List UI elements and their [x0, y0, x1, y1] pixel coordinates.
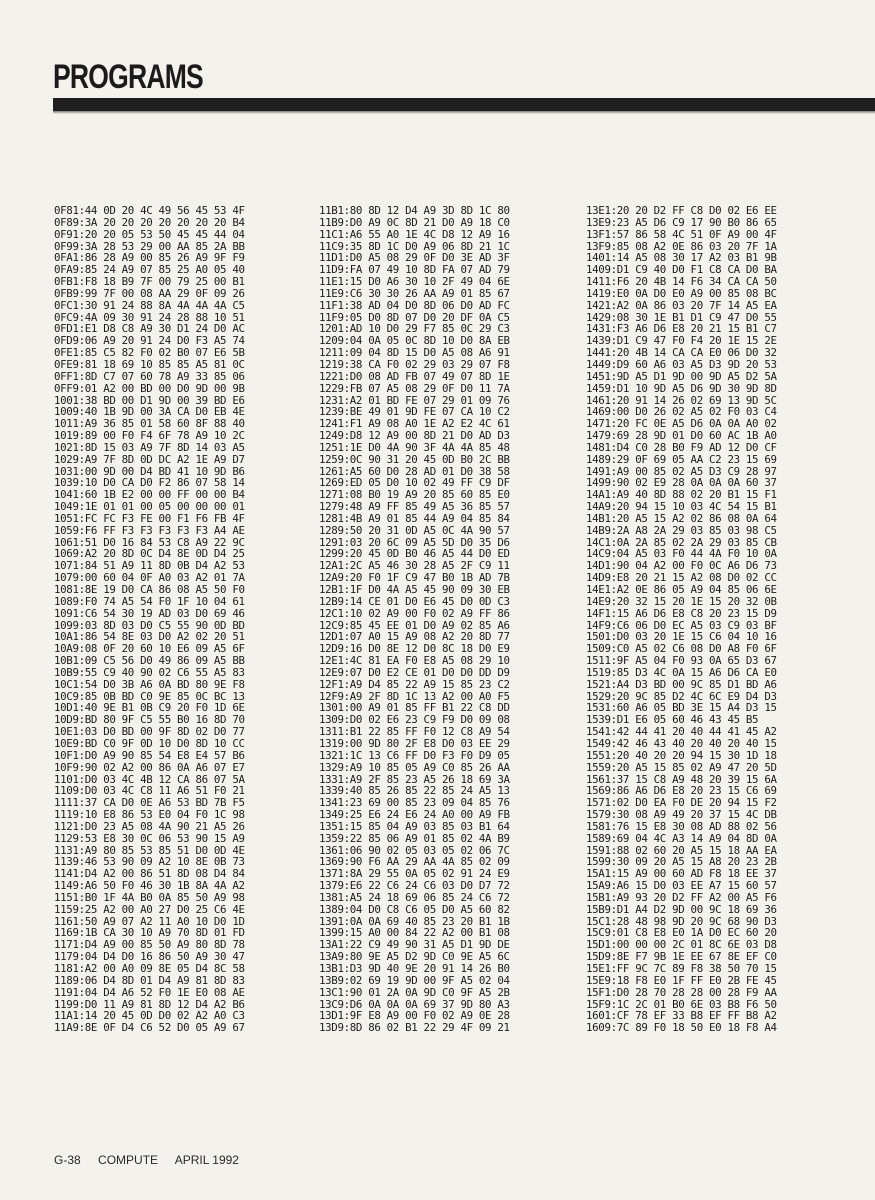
listing-line: 1239:BE 49 01 9D FE 07 CA 10 C2: [319, 405, 510, 419]
listing-line: 15A1:15 A9 00 60 AD F8 18 EE 37: [586, 867, 777, 881]
listing-line: 1501:D0 03 20 1E 15 C6 04 10 16: [586, 630, 777, 644]
listing-line: 1001:38 BD 00 D1 9D 00 39 BD E6: [54, 393, 245, 407]
listing-line: 1011:A9 36 85 01 58 60 8F 88 40: [54, 417, 245, 431]
listing-line: 0FA1:86 28 A9 00 85 26 A9 9F F9: [54, 251, 245, 265]
listing-line: 14D9:E8 20 21 15 A2 08 D0 02 CC: [586, 571, 777, 585]
listing-line: 1561:37 15 C8 A9 48 20 39 15 6A: [586, 772, 777, 786]
listing-line: 1281:4B A9 01 85 44 A9 04 85 84: [319, 511, 510, 525]
listing-line: 1559:20 A5 15 85 02 A9 47 20 5D: [586, 760, 777, 774]
listing-line: 1141:D4 A2 00 86 51 8D 08 D4 84: [54, 867, 245, 881]
publication-name: COMPUTE: [98, 1153, 159, 1167]
listing-line: 15D1:00 00 00 2C 01 8C 6E 03 D8: [586, 938, 777, 952]
listing-line: 1279:48 A9 FF 85 49 A5 36 85 57: [319, 500, 510, 514]
listing-line: 15E9:18 F8 E0 1F FF E0 2B FE 45: [586, 973, 777, 987]
listing-line: 1111:37 CA D0 0E A6 53 BD 7B F5: [54, 796, 245, 810]
listing-line: 0FD1:E1 D8 C8 A9 30 D1 24 D0 AC: [54, 322, 245, 336]
listing-line: 1199:D0 11 A9 81 8D 12 D4 A2 B6: [54, 997, 245, 1011]
listing-line: 1329:A9 10 85 05 A9 C0 85 26 AA: [319, 760, 510, 774]
listing-line: 1431:F3 A6 D6 E8 20 21 15 B1 C7: [586, 322, 777, 336]
listing-line: 1291:03 20 6C 09 A5 5D D0 35 D6: [319, 535, 510, 549]
listing-line: 1339:40 85 26 85 22 85 24 A5 13: [319, 784, 510, 798]
listing-line: 0FC9:4A 09 30 91 24 28 88 10 51: [54, 310, 245, 324]
listing-line: 1219:38 CA F0 02 29 03 29 07 F8: [319, 357, 510, 371]
listing-line: 1491:A9 00 85 02 A5 D3 C9 28 97: [586, 464, 777, 478]
listing-line: 1441:20 4B 14 CA CA E0 06 D0 32: [586, 346, 777, 360]
listing-line: 1461:20 91 14 26 02 69 13 9D 5C: [586, 393, 777, 407]
listing-line: 12A1:2C A5 46 30 28 A5 2F C9 11: [319, 559, 510, 573]
header-rule-shadow: [53, 111, 875, 114]
page-footer: [54, 1153, 253, 1167]
listing-line: 1509:C0 A5 02 C6 08 D0 A8 F0 6F: [586, 642, 777, 656]
listing-line: 1271:08 B0 19 A9 20 85 60 85 E0: [319, 488, 510, 502]
listing-line: 15D9:8E F7 9B 1E EE 67 8E EF C0: [586, 950, 777, 964]
listing-line: 1389:04 D0 C8 C6 05 D0 A5 60 82: [319, 902, 510, 916]
listing-line: 1231:A2 01 BD FE 07 29 01 09 76: [319, 393, 510, 407]
listing-line: 1079:00 60 04 0F A0 03 A2 01 7A: [54, 571, 245, 585]
listing-line: 11A1:14 20 45 0D D0 02 A2 A0 C3: [54, 1009, 245, 1023]
listing-line: 14E1:A2 0E 86 05 A9 04 85 06 6E: [586, 583, 777, 596]
listing-line: 13E1:20 20 D2 FF C8 D0 02 E6 EE: [586, 204, 777, 217]
listing-line: 1361:06 90 02 05 03 05 02 06 7C: [319, 843, 510, 857]
listing-line: 1189:06 D4 8D 01 D4 A9 81 8D 83: [54, 973, 245, 987]
listing-line: 1139:46 53 90 09 A2 10 8E 0B 73: [54, 855, 245, 869]
listing-line: 14B9:2A A8 2A 29 03 85 03 98 C5: [586, 523, 777, 537]
listing-line: 1489:29 0F 69 05 AA C2 23 15 69: [586, 452, 777, 466]
listing-line: 0FF9:01 A2 00 BD 00 D0 9D 00 9B: [54, 381, 245, 395]
listing-line: 0FF1:8D C7 07 60 78 A9 33 85 06: [54, 369, 245, 383]
listing-line: 13F1:57 86 58 4C 51 0F A9 00 4F: [586, 227, 777, 241]
listing-line: 1351:15 85 04 A9 03 85 03 B1 64: [319, 819, 510, 833]
listing-line: 14E9:20 32 15 20 1E 15 20 32 0B: [586, 594, 777, 608]
listing-line: 12C9:85 45 EE 01 D0 A9 02 85 A6: [319, 618, 510, 632]
listing-line: 1159:25 A2 00 A0 27 D0 25 C6 4E: [54, 902, 245, 916]
listing-line: 0F99:3A 28 53 29 00 AA 85 2A BB: [54, 239, 245, 253]
page-title: PROGRAMS: [53, 58, 203, 96]
listing-line: 1411:F6 20 4B 14 F6 34 CA CA 50: [586, 275, 777, 289]
listing-line: 1369:90 F6 AA 29 AA 4A 85 02 09: [319, 855, 510, 869]
listing-line: 10A1:86 54 8E 03 D0 A2 02 20 51: [54, 630, 245, 644]
listing-line: 13C9:D6 0A 0A 0A 69 37 9D 80 A3: [319, 997, 510, 1011]
listing-line: 1439:D1 C9 47 F0 F4 20 1E 15 2E: [586, 334, 777, 348]
listing-line: 11F9:05 D0 8D 07 D0 20 DF 0A C5: [319, 310, 510, 324]
listing-line: 1041:60 1B E2 00 00 FF 00 00 B4: [54, 488, 245, 502]
listing-line: 1071:84 51 A9 11 8D 0B D4 A2 53: [54, 559, 245, 573]
listing-line: 14C1:0A 2A 85 02 2A 29 03 85 CB: [586, 535, 777, 549]
listing-line: 1121:D0 23 A5 08 4A 90 21 A5 26: [54, 819, 245, 833]
listing-line: 1349:25 E6 24 E6 24 A0 00 A9 FB: [319, 808, 510, 822]
listing-line: 1591:88 02 60 20 A5 15 18 AA EA: [586, 843, 777, 857]
listing-line: 11B9:D0 A9 0C 8D 21 D0 A9 18 C0: [319, 215, 510, 229]
listing-line: 1201:AD 10 D0 29 F7 85 0C 29 C3: [319, 322, 510, 336]
listing-line: 1081:8E 19 D0 CA 86 08 A5 50 F0: [54, 583, 245, 596]
listing-line: 1251:1E D0 4A 90 3F 4A 4A 85 48: [319, 440, 510, 454]
listing-line: 1191:04 D4 A6 52 F0 1E E0 08 AE: [54, 985, 245, 999]
listing-line: 1521:A4 D3 BD 00 9C 85 D1 BD A6: [586, 677, 777, 691]
listing-line: 1221:D0 08 AD FB 07 49 07 8D 1E: [319, 369, 510, 383]
listing-line: 12D1:07 A0 15 A9 08 A2 20 8D 77: [319, 630, 510, 644]
listing-line: 0FE1:85 C5 82 F0 02 B0 07 E6 5B: [54, 346, 245, 360]
listing-line: 1529:20 9C 85 D2 4C 6C E9 D4 D3: [586, 689, 777, 703]
listing-line: 11D9:FA 07 49 10 8D FA 07 AD 79: [319, 263, 510, 277]
listing-line: 12A9:20 F0 1F C9 47 B0 1B AD 7B: [319, 571, 510, 585]
listing-line: 0F89:3A 20 20 20 20 20 20 20 B4: [54, 215, 245, 229]
listing-line: 1029:A9 7F 8D 0D DC A2 1E A9 D7: [54, 452, 245, 466]
listing-line: 0FB9:99 7F 00 08 AA 29 0F 09 26: [54, 286, 245, 300]
listing-line: 1449:D9 60 A6 03 A5 D3 9D 20 53: [586, 357, 777, 371]
listing-line: 15A9:A6 15 D0 03 EE A7 15 60 57: [586, 879, 777, 893]
listing-line: 1589:69 04 4C A3 14 A9 04 8D 0A: [586, 831, 777, 845]
listing-line: 10C1:54 D0 3B A6 0A BD 80 9E F8: [54, 677, 245, 691]
listing-column-1: [54, 205, 245, 1034]
listing-line: 1039:10 D0 CA D0 F2 86 07 58 14: [54, 476, 245, 490]
listing-line: 0FD9:06 A9 20 91 24 D0 F3 A5 74: [54, 334, 245, 348]
listing-column-2: [319, 205, 510, 1034]
listing-line: 1499:90 02 E9 28 0A 0A 0A 60 37: [586, 476, 777, 490]
listing-line: 1409:D1 C9 40 D0 F1 C8 CA D0 BA: [586, 263, 777, 277]
listing-line: 1381:A5 24 18 69 06 85 24 C6 72: [319, 890, 510, 904]
listing-line: 10D1:40 9E B1 0B C9 20 F0 1D 6E: [54, 701, 245, 715]
issue-date: APRIL 1992: [174, 1153, 239, 1167]
listing-line: 1099:03 8D 03 D0 C5 55 90 0D BD: [54, 618, 245, 632]
listing-line: 1581:76 15 E8 30 08 AD 88 02 56: [586, 819, 777, 833]
listing-line: 1151:B0 1F 4A B0 0A 85 50 A9 98: [54, 890, 245, 904]
listing-line: 1009:40 1B 9D 00 3A CA D0 EB 4E: [54, 405, 245, 419]
listing-line: 1091:C6 54 30 19 AD 03 D0 69 46: [54, 606, 245, 620]
listing-line: 15B9:D1 A4 D2 9D 00 9C 18 69 36: [586, 902, 777, 916]
listing-line: 1089:F0 74 A5 54 F0 1F 10 04 61: [54, 594, 245, 608]
listing-line: 1301:00 A9 01 85 FF B1 22 C8 DD: [319, 701, 510, 715]
listing-line: 1059:F6 FF F3 F3 F3 F3 F3 A4 AE: [54, 523, 245, 537]
listing-line: 14A9:20 94 15 10 03 4C 54 15 B1: [586, 500, 777, 514]
listing-line: 10C9:85 0B BD C0 9E 85 0C BC 13: [54, 689, 245, 703]
listing-line: 10B1:09 C5 56 D0 49 86 09 A5 BB: [54, 654, 245, 668]
listing-line: 1321:1C 13 C6 FF D0 F3 F0 D9 05: [319, 748, 510, 762]
listing-line: 13A9:80 9E A5 D2 9D C0 9E A5 6C: [319, 950, 510, 964]
listing-line: 1429:08 30 1E B1 D1 C9 47 D0 55: [586, 310, 777, 324]
listing-line: 1511:9F A5 04 F0 93 0A 65 D3 67: [586, 654, 777, 668]
listing-line: 1579:30 08 A9 49 20 37 15 4C DB: [586, 808, 777, 822]
listing-line: 11D1:D0 A5 08 29 0F D0 3E AD 3F: [319, 251, 510, 265]
listing-line: 1469:00 D0 26 02 A5 02 F0 03 C4: [586, 405, 777, 419]
listing-line: 1269:ED 05 D0 10 02 49 FF C9 DF: [319, 476, 510, 490]
listing-line: 14F1:15 A6 D6 E8 C8 20 23 15 D9: [586, 606, 777, 620]
listing-line: 1051:FC FC F3 FE 00 F1 F6 FB 4F: [54, 511, 245, 525]
listing-line: 0FE9:81 18 69 10 85 85 A5 81 0C: [54, 357, 245, 371]
listing-line: 1421:A2 0A 86 03 20 7F 14 A5 EA: [586, 298, 777, 312]
listing-line: 1391:0A 0A 69 40 85 23 20 B1 1B: [319, 914, 510, 928]
listing-line: 15C9:01 C8 E8 E0 1A D0 EC 60 20: [586, 926, 777, 940]
listing-line: 1229:FB 07 A5 08 29 0F D0 11 7A: [319, 381, 510, 395]
listing-line: 1341:23 69 00 85 23 09 04 85 76: [319, 796, 510, 810]
listing-line: 10E1:03 D0 BD 00 9F 8D 02 D0 77: [54, 725, 245, 739]
listing-line: 1549:42 46 43 40 20 40 20 40 15: [586, 736, 777, 750]
listing-line: 1399:15 A0 00 84 22 A2 00 B1 08: [319, 926, 510, 940]
listing-line: 1161:50 A9 07 A2 11 A0 10 D0 1D: [54, 914, 245, 928]
listing-line: 1261:A5 60 D0 28 AD 01 D0 38 58: [319, 464, 510, 478]
listing-line: 11F1:38 AD 04 D0 8D 06 D0 AD FC: [319, 298, 510, 312]
listing-line: 14A1:A9 40 8D 88 02 20 B1 15 F1: [586, 488, 777, 502]
listing-line: 12E1:4C 81 EA F0 E8 A5 08 29 10: [319, 654, 510, 668]
listing-line: 1601:CF 78 EF 33 B8 EF FF B8 A2: [586, 1009, 777, 1023]
listing-line: 1289:50 20 31 0D A5 0C 4A 90 57: [319, 523, 510, 537]
listing-line: 1179:04 D4 D0 16 86 50 A9 30 47: [54, 950, 245, 964]
listing-line: 1539:D1 E6 05 60 46 43 45 B5: [586, 713, 759, 727]
listing-line: 1019:89 00 F0 F4 6F 78 A9 10 2C: [54, 429, 245, 443]
listing-line: 14F9:C6 06 D0 EC A5 03 C9 03 BF: [586, 618, 777, 632]
listing-line: 1331:A9 2F 85 23 A5 26 18 69 3A: [319, 772, 510, 786]
listing-line: 12B9:14 CE 01 D0 E6 45 D0 0D C3: [319, 594, 510, 608]
listing-line: 1571:02 D0 EA F0 DE 20 94 15 F2: [586, 796, 777, 810]
listing-line: 11C1:A6 55 A0 1E 4C D8 12 A9 16: [319, 227, 510, 241]
listing-line: 1311:B1 22 85 FF F0 12 C8 A9 54: [319, 725, 510, 739]
listing-line: 10A9:08 0F 20 60 10 E6 09 A5 6F: [54, 642, 245, 656]
listing-line: 14D1:90 04 A2 00 F0 0C A6 D6 73: [586, 559, 777, 573]
listing-line: 1211:09 04 8D 15 D0 A5 08 A6 91: [319, 346, 510, 360]
listing-line: 15F1:D0 28 70 28 28 00 28 F9 AA: [586, 985, 777, 999]
listing-line: 1569:86 A6 D6 E8 20 23 15 C6 69: [586, 784, 777, 798]
listing-line: 14C9:04 A5 03 F0 44 4A F0 10 0A: [586, 547, 777, 561]
listing-line: 11C9:35 8D 1C D0 A9 06 8D 21 1C: [319, 239, 510, 253]
listing-line: 11E1:15 D0 A6 30 10 2F 49 04 6E: [319, 275, 510, 289]
listing-line: 1309:D0 02 E6 23 C9 F9 D0 09 08: [319, 713, 510, 727]
listing-line: 0FB1:F8 18 B9 7F 00 79 25 00 B1: [54, 275, 245, 289]
listing-line: 1149:A6 50 F0 46 30 1B 8A 4A A2: [54, 879, 245, 893]
listing-line: 1371:8A 29 55 0A 05 02 91 24 E9: [319, 867, 510, 881]
listing-line: 13A1:22 C9 49 90 31 A5 D1 9D DE: [319, 938, 510, 952]
listing-line: 11E9:C6 30 30 26 AA A9 01 85 67: [319, 286, 510, 300]
listing-line: 12C1:10 02 A9 00 F0 02 A9 FF 86: [319, 606, 510, 620]
listing-line: 1319:00 9D 80 2F E8 D0 03 EE 29: [319, 736, 510, 750]
listing-line: 1169:1B CA 30 10 A9 70 8D 01 FD: [54, 926, 245, 940]
listing-line: 1061:51 D0 16 84 53 C8 A9 22 9C: [54, 535, 245, 549]
listing-line: 1541:42 44 41 20 40 44 41 45 A2: [586, 725, 777, 739]
listing-line: 10F9:90 02 A2 00 86 0A A6 07 E7: [54, 760, 245, 774]
listing-line: 1459:D1 10 9D A5 D6 9D 30 9D 8D: [586, 381, 777, 395]
listing-line: 1519:85 D3 4C 0A 15 A6 D6 CA E0: [586, 665, 777, 679]
listing-line: 0F91:20 20 05 53 50 45 45 44 04: [54, 227, 245, 241]
listing-line: 1419:E0 0A D0 E0 A9 00 85 08 BC: [586, 286, 777, 300]
page-number: G-38: [54, 1153, 81, 1167]
listing-line: 0FC1:30 91 24 88 8A 4A 4A 4A C5: [54, 298, 245, 312]
listing-line: 12B1:1F D0 4A A5 45 90 09 30 EB: [319, 583, 510, 596]
listing-line: 0F81:44 0D 20 4C 49 56 45 53 4F: [54, 204, 245, 217]
listing-line: 13E9:23 A5 D6 C9 17 90 B0 86 65: [586, 215, 777, 229]
listing-line: 11A9:8E 0F D4 C6 52 D0 05 A9 67: [54, 1021, 245, 1035]
listing-line: 1481:D4 C0 28 B0 F9 AD 12 D0 CF: [586, 440, 777, 454]
listing-line: 1031:00 9D 00 D4 BD 41 10 9D B6: [54, 464, 245, 478]
listing-line: 1401:14 A5 08 30 17 A2 03 B1 9B: [586, 251, 777, 265]
listing-line: 1479:69 28 9D 01 D0 60 AC 1B A0: [586, 429, 777, 443]
listing-line: 13F9:85 08 A2 0E 86 03 20 7F 1A: [586, 239, 777, 253]
listing-line: 1609:7C 89 F0 18 50 E0 18 F8 A4: [586, 1021, 777, 1035]
listing-line: 1379:E6 22 C6 24 C6 03 D0 D7 72: [319, 879, 510, 893]
listing-line: 1259:0C 90 31 20 45 0D B0 2C BB: [319, 452, 510, 466]
listing-line: 12E9:07 D0 E2 CE 01 D0 D0 DD D9: [319, 665, 510, 679]
listing-line: 1069:A2 20 8D 0C D4 8E 0D D4 25: [54, 547, 245, 561]
listing-line: 1451:9D A5 D1 9D 00 9D A5 D2 5A: [586, 369, 777, 383]
listing-line: 1101:D0 03 4C 4B 12 CA 86 07 5A: [54, 772, 245, 786]
listing-line: 1241:F1 A9 08 A0 1E A2 E2 4C 61: [319, 417, 510, 431]
listing-line: 10D9:BD 80 9F C5 55 B0 16 8D 70: [54, 713, 245, 727]
listing-line: 15E1:FF 9C 7C 89 F8 38 50 70 15: [586, 962, 777, 975]
listing-line: 13D1:9F E8 A9 00 F0 02 A9 0E 28: [319, 1009, 510, 1023]
listing-line: 13B9:02 69 19 9D 00 9F A5 02 04: [319, 973, 510, 987]
listing-column-3: [586, 205, 777, 1034]
listing-line: 1171:D4 A9 00 85 50 A9 80 8D 78: [54, 938, 245, 952]
listing-line: 15B1:A9 93 20 D2 FF A2 00 A5 F6: [586, 890, 777, 904]
listing-line: 12F1:A9 D4 85 22 A9 15 85 23 C2: [319, 677, 510, 691]
listing-line: 1131:A9 80 85 53 85 51 D0 0D 4E: [54, 843, 245, 857]
listing-line: 10E9:BD C0 9F 0D 10 D0 8D 10 CC: [54, 736, 245, 750]
listing-line: 1209:04 0A 05 0C 8D 10 D0 8A EB: [319, 334, 510, 348]
listing-line: 14B1:20 A5 15 A2 02 86 08 0A 64: [586, 511, 777, 525]
listing-line: 1249:D8 12 A9 00 8D 21 D0 AD D3: [319, 429, 510, 443]
listing-line: 12F9:A9 2F 8D 1C 13 A2 00 A0 F5: [319, 689, 510, 703]
listing-line: 1049:1E 01 01 00 05 00 00 00 01: [54, 500, 245, 514]
listing-line: 1021:8D 15 03 A9 7F 8D 14 03 A5: [54, 440, 245, 454]
listing-line: 15F9:1C 2C 01 B0 6E 03 B8 F6 50: [586, 997, 777, 1011]
listing-line: 1119:10 E8 86 53 E0 04 F0 1C 98: [54, 808, 245, 822]
listing-line: 1181:A2 00 A0 09 8E 05 D4 8C 58: [54, 962, 245, 975]
listing-line: 1531:60 A6 05 BD 3E 15 A4 D3 15: [586, 701, 777, 715]
listing-line: 1599:30 09 20 A5 15 A8 20 23 2B: [586, 855, 777, 869]
listing-line: 10B9:55 C9 40 90 02 C6 55 A5 83: [54, 665, 245, 679]
listing-line: 1359:22 85 06 A9 01 85 02 4A B9: [319, 831, 510, 845]
listing-line: 13B1:D3 9D 40 9E 20 91 14 26 B0: [319, 962, 510, 975]
listing-line: 13D9:8D 86 02 B1 22 29 4F 09 21: [319, 1021, 510, 1035]
listing-line: 1471:20 FC 0E A5 D6 0A 0A A0 02: [586, 417, 777, 431]
listing-line: 1109:D0 03 4C C8 11 A6 51 F0 21: [54, 784, 245, 798]
listing-line: 12D9:16 D0 8E 12 D0 8C 18 D0 E9: [319, 642, 510, 656]
listing-line: 11B1:80 8D 12 D4 A9 3D 8D 1C 80: [319, 204, 510, 217]
listing-line: 15C1:28 48 98 9D 20 9C 68 90 D3: [586, 914, 777, 928]
listing-line: 10F1:D0 A9 90 85 54 E8 E4 57 B6: [54, 748, 245, 762]
listing-line: 13C1:90 01 2A 0A 9D C0 9F A5 2B: [319, 985, 510, 999]
listing-line: 1551:20 40 20 20 94 15 30 1D 18: [586, 748, 777, 762]
listing-line: 1129:53 E8 30 0C 06 53 90 15 A9: [54, 831, 245, 845]
listing-line: 0FA9:85 24 A9 07 85 25 A0 05 40: [54, 263, 245, 277]
listing-line: 1299:20 45 0D B0 46 A5 44 D0 ED: [319, 547, 510, 561]
header-rule: [53, 98, 875, 111]
